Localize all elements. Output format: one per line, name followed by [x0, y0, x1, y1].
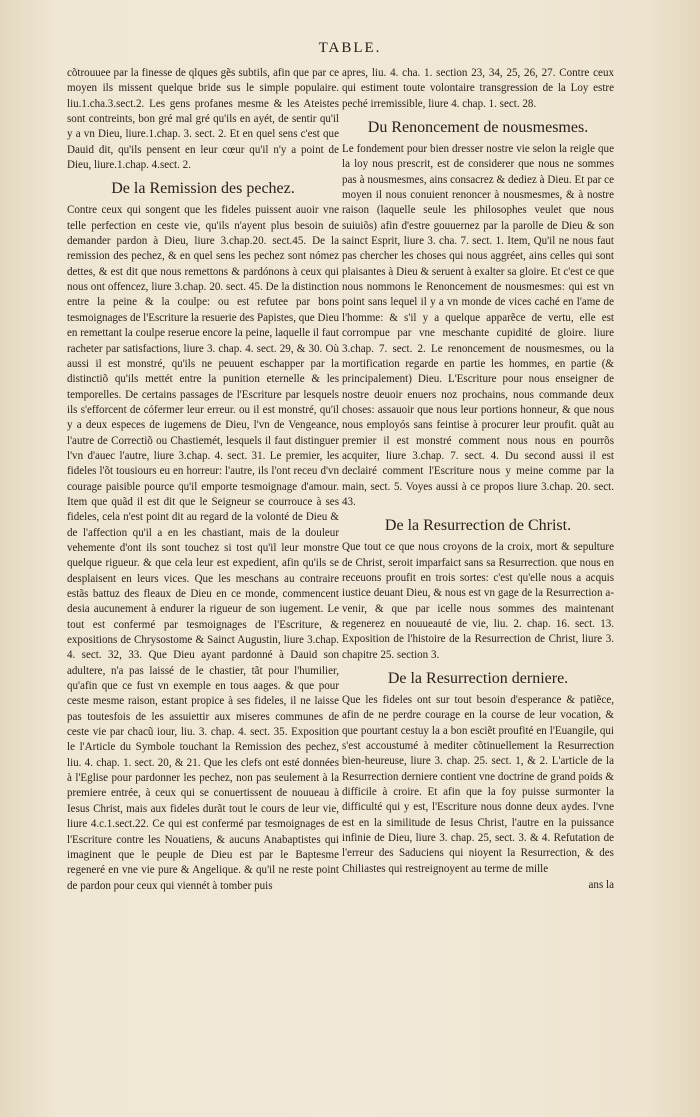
resurrection-christ-body: Que tout ce que nous croyons de la croix, mort & sepulture de Christ, seroit imparfaict sans sa Resurrection. que nous en receuons proufit en trois sortes: c'est qu'elle nous a acquis iustice deuant Dieu, & nous est vn gage de la Resurrection a-venir, & que par icelle nous sommes des maintenant regenerez en nouueauté de vie, liu. 2. chap. 16. sect. 13. Exposition de l'histoire de la Resurrection de Christ, liure 3. chapitre 25. section 3.	[342, 541, 614, 661]
catchword: ans la	[588, 879, 614, 892]
section-heading-remission: De la Remission des pechez.	[111, 180, 295, 198]
section-heading-resurrection-christ: De la Resurrection de Christ.	[384, 517, 572, 535]
resurrection-derniere-body: Que les fideles ont sur tout besoin d'esperance & patiẽce, afin de ne perdre courage en la course de leur vocation, & que pourtant cestuy la a bon esciẽt proufité en l'Euangile, qui s'est accoustumé à mediter cõtinuellement la Resurrection bien-heureuse, liure 3. chap. 25. sect. 1, & 2. L'article de la Resurrection derniere contient vne doctrine de grand poids & difficile à croire. Et afin que la foy puisse surmonter la difficulté qui y est, l'Escriture nous donne deux aydes. l'vne est en la similitude de Iesus Christ, l'autre en la puissance infinie de Dieu, liure 3. chap. 25, sect. 3. & 4. Refutation de l'erreur des Saduciens qui nioyent la Resurrection, & des Chiliastes qui restreignoyent au terme de mille	[342, 694, 614, 875]
section-heading-resurrection-derniere: De la Resurrection derniere.	[387, 670, 569, 688]
left-intro-text: cõtrouuee par la finesse de qlques gẽs subtils, afin que par ce moyen ils missent quelque bride sus le simple populaire. liu.1.cha.3.sect.2. Les gens profanes mesme & les Ateistes sont contreints, bon gré mal gré qu'ils en ayét, de sentir qu'il y a vn Dieu, liure.1.chap. 3. sect. 2. Et en quel sens c'est que Dauid dit, qu'ils pensent en leur cœur qu'il n'y a point de Dieu, liure.1.chap. 4.sect. 2.	[67, 67, 339, 172]
section-heading-renoncement: Du Renoncement de nousmesmes.	[367, 119, 589, 137]
renoncement-body: Le fondement pour bien dresser nostre vie selon la reigle que la loy nous prescrit, est de considerer que nous ne sommes pas à nousmesmes, ains consacrez & dediez à Dieu. Et par ce moyen il nous conuient renoncer à nousmesmes, & à nostre raison (laquelle seule les philosophes veulet que nous suiuiõs) afin d'estre gouuernez par la parolle de Dieu & son sainct Esprit, liure 3. cha. 7. sect. 1. Item, Qu'il ne nous faut pas chercher les choses qui nous aggréet, ains celles qui sont plaisantes à Dieu & seruent à exalter sa gloire. Et c'est ce que nous nommons le Renoncement de nousmesmes: qui est vn point sans lequel il y a vn monde de vices caché en l'ame de l'homme: & s'il y a quelque apparẽce de vertu, elle est corrompue par vne meschante cupidité de gloire. liure 3.chap. 7. sect. 2. Le renoncement de nousmesmes, ou la mortification regarde en partie les hommes, en partie (& principalement) Dieu. L'Escriture pour nous enseigner de nostre deuoir enuers noz prochains, nous commande deux choses: assauoir que nous leur portions honneur, & que nous nous employós sans feintise à procurer leur proufit. quãt au premier il est monstré comment nous nous en pourrõs acquiter, liure 3.chap. 7. sect. 4. Du second aussi il est declairé comment l'Escriture nous y meine comme par la main, sect. 5. Voyes aussi à ce propos liure 3.chap. 20. sect. 43.	[342, 143, 614, 508]
left-column	[67, 66, 339, 894]
running-head: TABLE.	[318, 40, 382, 56]
left-section-body: Contre ceux qui songent que les fideles puissent auoir vne telle perfection en ceste vie, qu'ils n'ayent plus besoin de demander pardon à Dieu, liure 3.chap.20. sect.45. De la remission des pechez, & en quel sens les pechez sont nómez dettes, & est dit que nous remettons & pardónons à ceux qui nous ont offencez, liure 3.chap. 20. sect. 45. De la distinction entre la peine & la coulpe: ou est refutee par bons tesmoignages de l'Escriture la resuerie des Papistes, que Dieu en remettant la coulpe reserue encore la peine, laquelle il faut racheter par satisfactions, liure 3. chap. 4. sect. 29, & 30. Où aussi il est monstré, qu'ils ne peuuent eschapper par la distinctiõ qu'ils mettét entre la punition eternelle & les temporelles. De certains passages de l'Escriture par lesquels ils s'efforcent de cófermer leur erreur. ou il est monstré, qu'il y a deux especes de iugemens de Dieu, l'vn de Vengeance, l'autre de Correctiõ ou Chastiemét, lesquels il faut distinguer l'vn d'auec l'autre, liure 3.chap. 4. sect. 31. Le premier, les fideles l'õt tousiours eu en horreur: l'autre, ils l'ont receu d'vn courage paisible pource qu'il emporte tesmoignage d'amour. Item que quãd il est dit que le Seigneur se courrouce à ses fideles, cela n'est point dit au regard de la volonté de Dieu & de l'affection qu'il a en les chastiant, mais de la douleur vehemente d'ont ils sont touchez si tost qu'il leur monstre quelque rigueur. & que cela leur est expedient, afin qu'ils se desplaisent en leurs vices. Que les meschans au contraire estãs battuz des fleaux de Dieu en ce monde, commencent desia aucunement à endurer la rigueur de son iugement. Le tout est confermé par tesmoignages de l'Escriture, & expositions de Chrysostome & Sainct Augustin, liure 3.chap. 4. sect. 32, 33. Que Dieu ayant pardonné à Dauid son adultere, n'a pas laissé de le chastier, tãt pour l'humilier, qu'afin que ce fust vn exemple en tous aages. & que pour ceste mesme raison, estant propice à ses fideles, il ne laisse pas toutesfois de les assuiettir aux miseres communes de ceste vie par chacũ iour, liu. 3. chap. 4. sect. 35. Exposition le l'Article du Symbole touchant la Remission des pechez, liu. 4. chap. 1. sect. 20, & 21. Que les clefs ont esté données à l'Eglise pour pardonner les pechez, non pas seulement à la premiere entrée, à ceux qui se conuertissent de nouueau à Iesus Christ, mais aux fideles durãt tout le cours de leur vie, liure 4.c.1.sect.22. Ce qui est confermé par tesmoignages de l'Escriture contre les Nouatiens, & aucuns Anabaptistes qui imaginent que le peuple de Dieu est par le Baptesme regeneré en vne vie pure & Angelique. & qu'il ne reste point de pardon pour ceux qui viennét à tomber puis	[67, 204, 339, 892]
right-intro-text: apres, liu. 4. cha. 1. section 23, 34, 25, 26, 27. Contre ceux qui estiment toute volontaire transgression de la Loy estre peché irremissible, liure 4. chap. 1. sect. 28.	[342, 67, 614, 110]
right-column	[342, 66, 614, 892]
